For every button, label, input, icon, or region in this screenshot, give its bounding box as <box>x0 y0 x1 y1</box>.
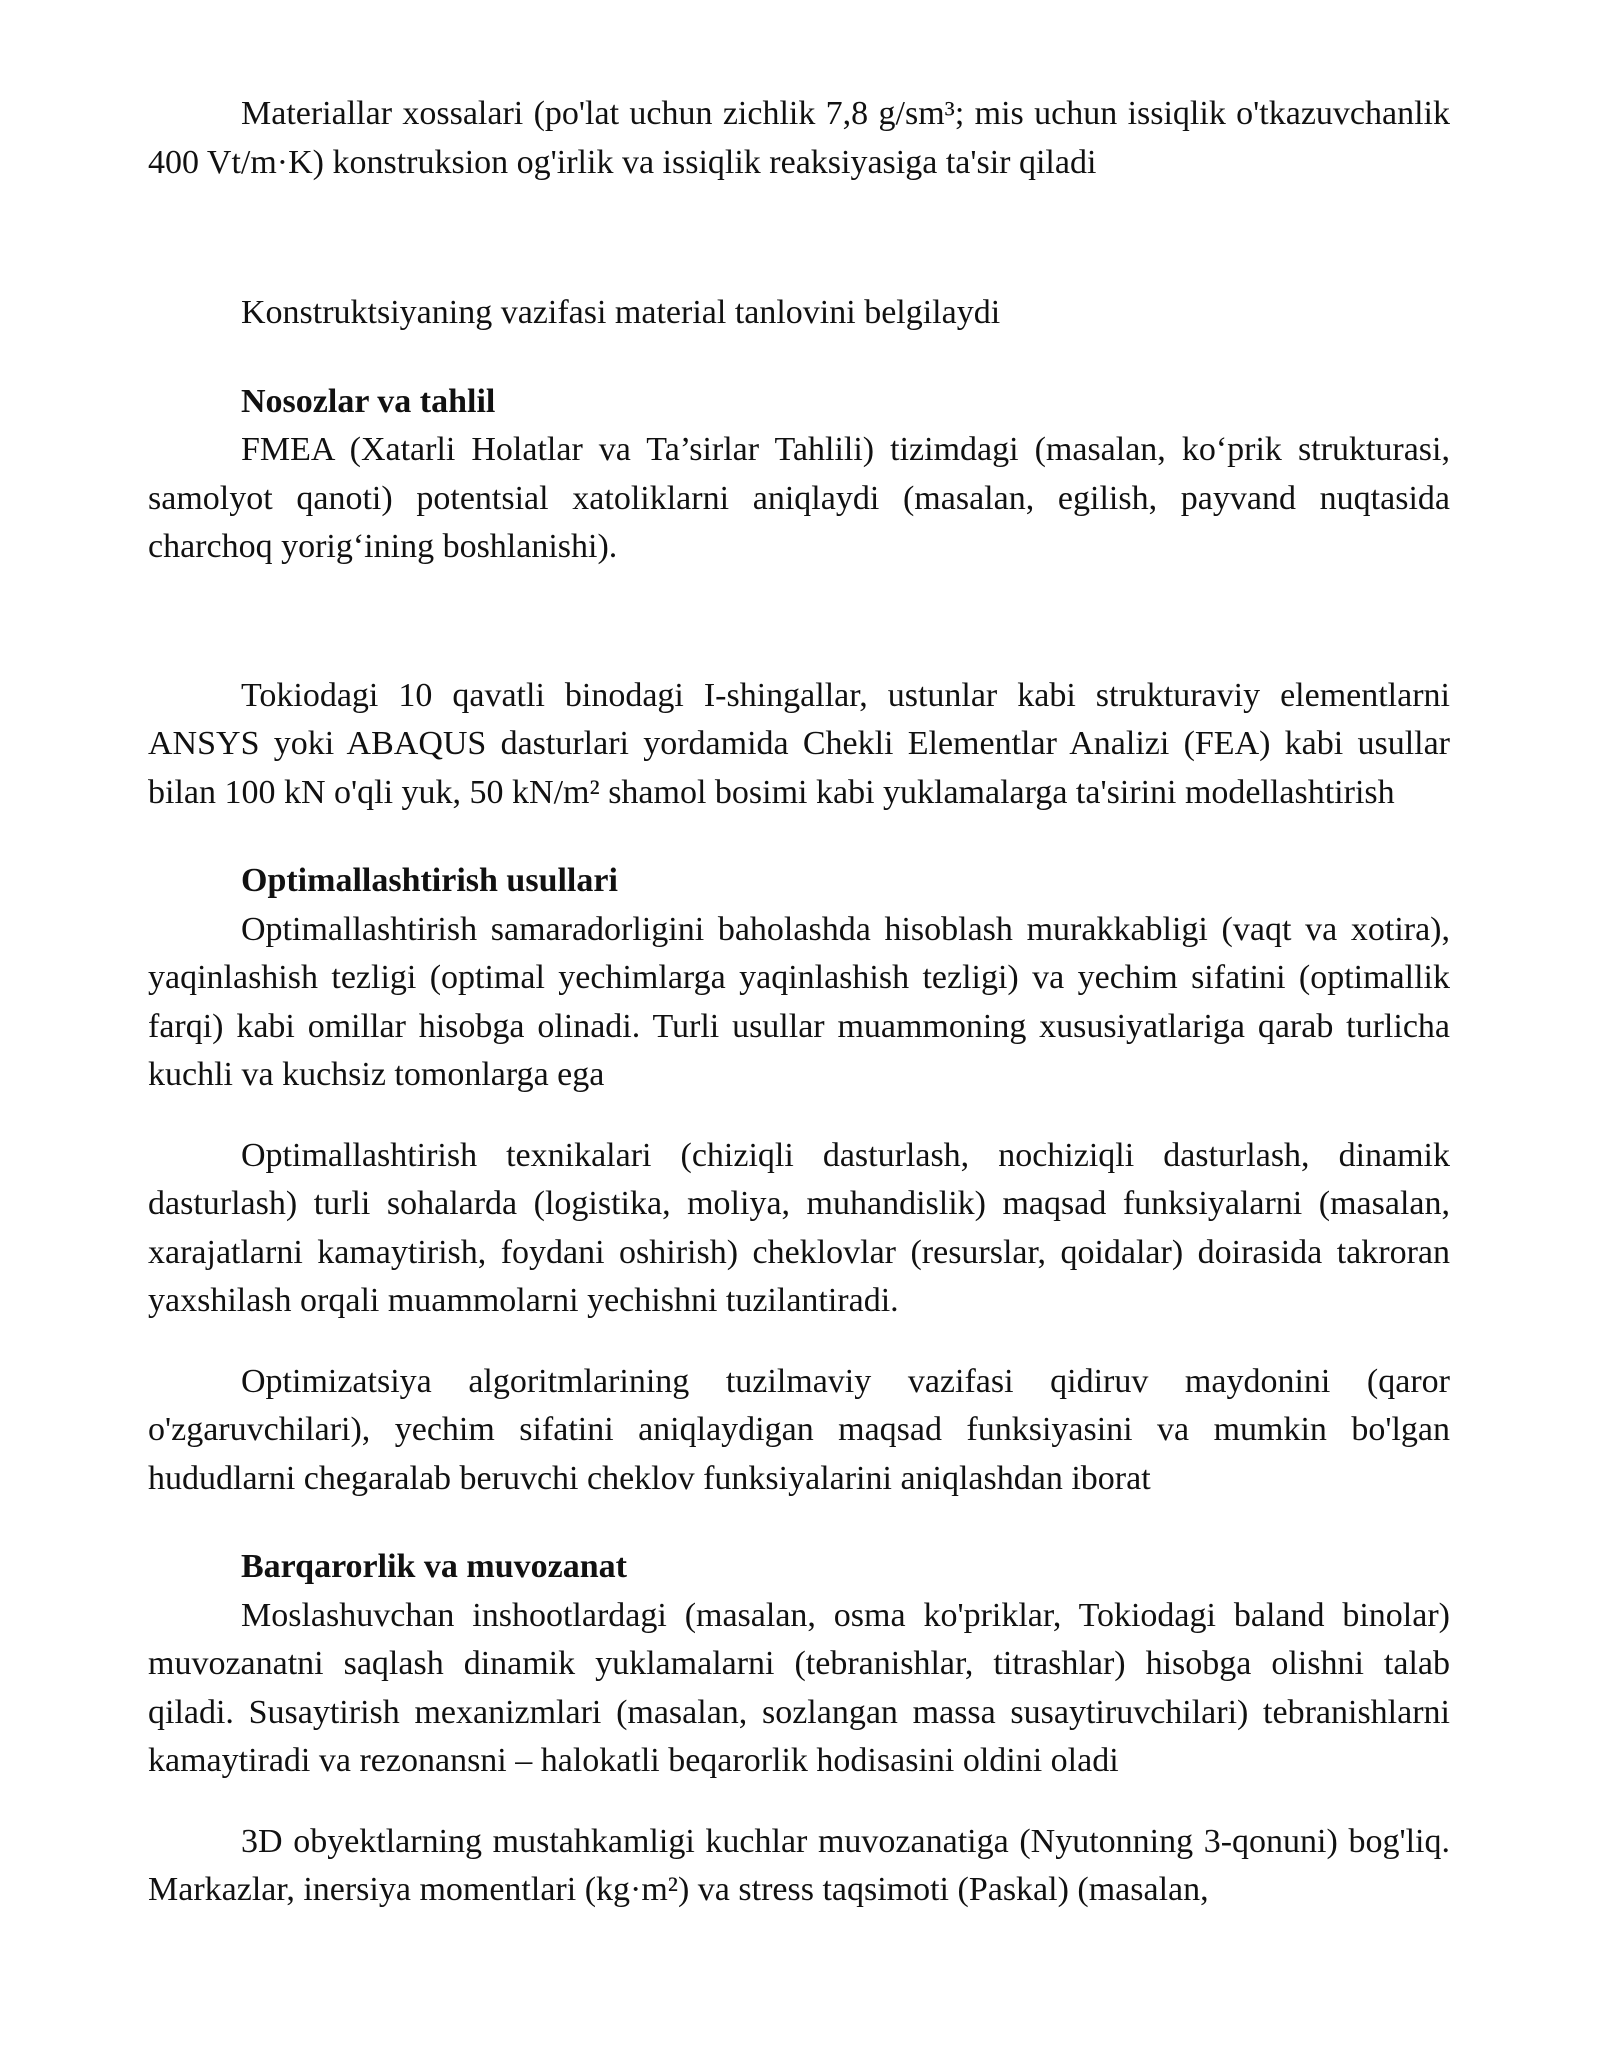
heading-optimization-methods: Optimallashtirish usullari <box>241 862 618 899</box>
paragraph-3d-objects: 3D obyektlarning mustahkamligi kuchlar muvozanatiga (Nyutonning 3-qonuni) bog'liq. Markazlar, inersiya momentlari (kg·m²) va stress taqsimoti (Paskal) (masalan, <box>148 1822 1450 1908</box>
paragraph-fmea: FMEA (Xatarli Holatlar va Ta’sirlar Tahlili) tizimdagi (masalan, ko‘prik strukturasi, samolyot qanoti) potentsial xatoliklarni aniqlaydi (masalan, egilish, payvand nuqtasida charchoq yorig‘ining boshlanishi). <box>148 431 1450 565</box>
document-page <box>148 90 1450 1915</box>
paragraph-construction-purpose: Konstruktsiyaning vazifasi material tanlovini belgilaydi <box>241 294 1001 331</box>
paragraph-fea-tokyo: Tokiodagi 10 qavatli binodagi I-shingallar, ustunlar kabi strukturaviy elementlarni ANSYS yoki ABAQUS dasturlari yordamida Chekli Elementlar Analizi (FEA) kabi usullar bilan 100 kN o'qli yuk, 50 kN/m² shamol bosimi kabi yuklamalarga ta'sirini modellashtirish <box>148 676 1450 811</box>
paragraph-optimization-algorithms: Optimizatsiya algoritmlarining tuzilmaviy vazifasi qidiruv maydonini (qaror o'zgaruvchilari), yechim sifatini aniqlaydigan maqsad funksiyasini va mumkin bo'lgan hududlarni chegaralab beruvchi cheklov funksiyalarini aniqlashdan iborat <box>148 1362 1450 1497</box>
heading-stability-balance: Barqarorlik va muvozanat <box>241 1548 627 1585</box>
paragraph-material-properties: Materiallar xossalari (po'lat uchun zichlik 7,8 g/sm³; mis uchun issiqlik o'tkazuvchanlik 400 Vt/m·K) konstruksion og'irlik va issiqlik reaksiyasiga ta'sir qiladi <box>148 95 1450 181</box>
paragraph-flexible-structures: Moslashuvchan inshootlardagi (masalan, osma ko'priklar, Tokiodagi baland binolar) muvozanatni saqlash dinamik yuklamalarni (tebranishlar, titrashlar) hisobga olishni talab qiladi. Susaytirish mexanizmlari (masalan, sozlangan massa susaytiruvchilari) tebranishlarni kamaytiradi va rezonansni – halokatli beqarorlik hodisasini oldini oladi <box>148 1596 1450 1779</box>
paragraph-optimization-efficiency: Optimallashtirish samaradorligini baholashda hisoblash murakkabligi (vaqt va xotira), yaqinlashish tezligi (optimal yechimlarga yaqinlashish tezligi) va yechim sifatini (optimallik farqi) kabi omillar hisobga olinadi. Turli usullar muammoning xususiyatlariga qarab turlicha kuchli va kuchsiz tomonlarga ega <box>148 910 1450 1093</box>
heading-defects-analysis: Nosozlar va tahlil <box>241 382 496 420</box>
paragraph-optimization-techniques: Optimallashtirish texnikalari (chiziqli dasturlash, nochiziqli dasturlash, dinamik dasturlash) turli sohalarda (logistika, moliya, muhandislik) maqsad funksiyalarni (masalan, xarajatlarni kamaytirish, foydani oshirish) cheklovlar (resurslar, qoidalar) doirasida takroran yaxshilash orqali muammolarni yechishni tuzilantiradi. <box>148 1136 1450 1319</box>
